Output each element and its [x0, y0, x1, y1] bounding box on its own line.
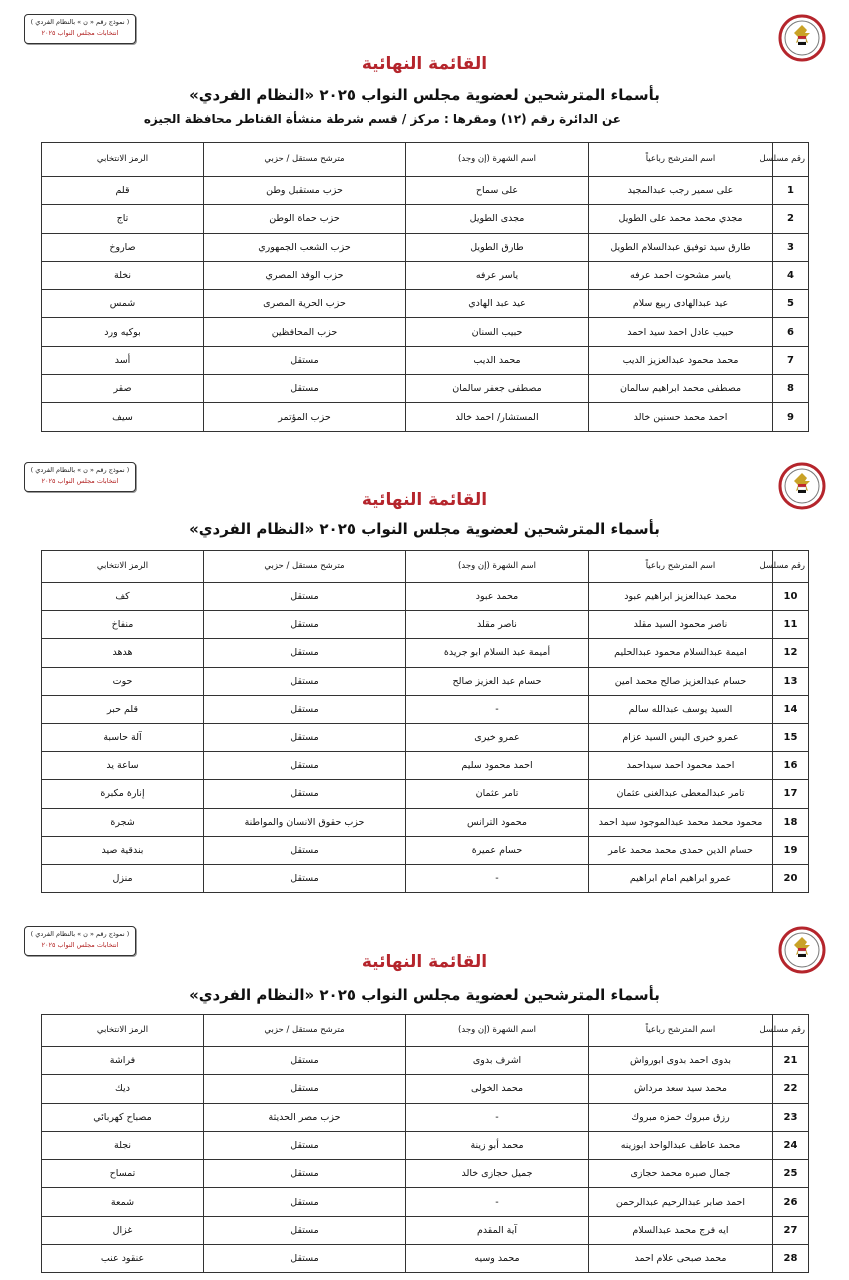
- cell-nickname: حسام عبد العزيز صالح: [406, 667, 589, 695]
- cell-affiliation: مستقل: [204, 667, 406, 695]
- cell-affiliation: حزب الوفد المصري: [204, 261, 406, 289]
- table-row: [42, 723, 809, 751]
- cell-name: السيد يوسف عبدالله سالم: [589, 695, 773, 723]
- table-row: [42, 1103, 809, 1131]
- cell-serial: 28: [773, 1245, 809, 1273]
- cell-name: ناصر محمود السيد مقلد: [589, 611, 773, 639]
- table-row: [42, 1188, 809, 1216]
- table-row: [42, 346, 809, 374]
- page-title: القائمة النهائية: [361, 490, 488, 510]
- cell-serial: 14: [773, 695, 809, 723]
- cell-symbol: أسد: [42, 346, 204, 374]
- page-subtitle: بأسماء المترشحين لعضوية مجلس النواب ٢٠٢٥ «النظام الفردي»: [189, 86, 660, 104]
- col-name: اسم المترشح رباعياً: [589, 143, 773, 177]
- cell-name: مصطفى محمد ابراهيم سالمان: [589, 375, 773, 403]
- cell-nickname: المستشار/ احمد خالد: [406, 403, 589, 431]
- table-row: [42, 233, 809, 261]
- cell-serial: 16: [773, 752, 809, 780]
- cell-affiliation: مستقل: [204, 1131, 406, 1159]
- district-info: عن الدائرة رقم (١٢) ومقرها : مركز / قسم شرطة منشأة القناطر محافظة الجيزه: [143, 112, 621, 126]
- cell-affiliation: حزب الحرية المصرى: [204, 290, 406, 318]
- cell-affiliation: مستقل: [204, 1047, 406, 1075]
- cell-name: على سمير رجب عبدالمجيد: [589, 177, 773, 205]
- cell-name: رزق مبروك حمزه مبروك: [589, 1103, 773, 1131]
- cell-nickname: محمد وسيه: [406, 1245, 589, 1273]
- table-row: [42, 836, 809, 864]
- cell-serial: 21: [773, 1047, 809, 1075]
- cell-name: احمد محمود احمد سيداحمد: [589, 752, 773, 780]
- cell-nickname: -: [406, 1188, 589, 1216]
- cell-name: تامر عبدالمعطى عبدالغنى عثمان: [589, 780, 773, 808]
- table-row: [42, 290, 809, 318]
- cell-nickname: ياسر عرفه: [406, 261, 589, 289]
- cell-name: محمود محمد محمد عبدالموجود سيد احمد: [589, 808, 773, 836]
- cell-symbol: قلم حبر: [42, 695, 204, 723]
- cell-affiliation: مستقل: [204, 780, 406, 808]
- cell-serial: 5: [773, 290, 809, 318]
- cell-serial: 9: [773, 403, 809, 431]
- cell-serial: 23: [773, 1103, 809, 1131]
- table-row: [42, 752, 809, 780]
- stamp-line-2: انتخابات مجلس النواب ٢٠٢٥: [41, 477, 119, 485]
- cell-name: بدوى احمد بدوى ابورواش: [589, 1047, 773, 1075]
- cell-symbol: ديك: [42, 1075, 204, 1103]
- col-serial: رقم مسلسل: [773, 143, 809, 177]
- cell-serial: 11: [773, 611, 809, 639]
- table-row: [42, 1216, 809, 1244]
- cell-nickname: على سماح: [406, 177, 589, 205]
- cell-nickname: محمد أبو زينة: [406, 1131, 589, 1159]
- cell-serial: 15: [773, 723, 809, 751]
- page-subtitle: بأسماء المترشحين لعضوية مجلس النواب ٢٠٢٥ «النظام الفردي»: [189, 986, 660, 1004]
- cell-serial: 8: [773, 375, 809, 403]
- cell-nickname: محمد الديب: [406, 346, 589, 374]
- cell-symbol: تمساح: [42, 1160, 204, 1188]
- col-serial: رقم مسلسل: [773, 1015, 809, 1047]
- table-row: [42, 375, 809, 403]
- table-row: [42, 318, 809, 346]
- cell-name: اميمة عبدالسلام محمود عبدالحليم: [589, 639, 773, 667]
- cell-symbol: نجلة: [42, 1131, 204, 1159]
- col-nickname: اسم الشهرة (إن وجد): [406, 143, 589, 177]
- table-row: [42, 611, 809, 639]
- cell-name: عيد عبدالهادى ربيع سلام: [589, 290, 773, 318]
- cell-symbol: سيف: [42, 403, 204, 431]
- col-name: اسم المترشح رباعياً: [589, 551, 773, 583]
- cell-name: طارق سيد توفيق عبدالسلام الطويل: [589, 233, 773, 261]
- cell-symbol: عنقود عنب: [42, 1245, 204, 1273]
- cell-name: عمرو خيرى اليس السيد عزام: [589, 723, 773, 751]
- col-symbol: الرمز الانتخابي: [42, 1015, 204, 1047]
- cell-symbol: شمعة: [42, 1188, 204, 1216]
- cell-name: حسام الدين حمدى محمد محمد عامر: [589, 836, 773, 864]
- col-nickname: اسم الشهرة (إن وجد): [406, 1015, 589, 1047]
- cell-symbol: آلة حاسبة: [42, 723, 204, 751]
- page-subtitle: بأسماء المترشحين لعضوية مجلس النواب ٢٠٢٥ «النظام الفردي»: [189, 520, 660, 538]
- cell-affiliation: مستقل: [204, 639, 406, 667]
- table-row: [42, 205, 809, 233]
- candidates-table: [41, 1014, 809, 1273]
- cell-nickname: حبيب السنان: [406, 318, 589, 346]
- stamp-line-1: ( نموذج رقم « ن » بالنظام الفردي ): [30, 18, 130, 26]
- cell-name: احمد محمد حسنين خالد: [589, 403, 773, 431]
- table-row: [42, 808, 809, 836]
- cell-affiliation: مستقل: [204, 375, 406, 403]
- cell-symbol: حوت: [42, 667, 204, 695]
- stamp-line-1: ( نموذج رقم « ن » بالنظام الفردي ): [30, 466, 130, 474]
- cell-affiliation: مستقل: [204, 583, 406, 611]
- form-stamp: [24, 14, 136, 44]
- cell-nickname: جميل حجازى خالد: [406, 1160, 589, 1188]
- cell-affiliation: مستقل: [204, 836, 406, 864]
- cell-symbol: إنارة مكبرة: [42, 780, 204, 808]
- cell-serial: 19: [773, 836, 809, 864]
- cell-serial: 27: [773, 1216, 809, 1244]
- col-affiliation: مترشح مستقل / حزبي: [204, 143, 406, 177]
- cell-name: حبيب عادل احمد سيد احمد: [589, 318, 773, 346]
- cell-serial: 22: [773, 1075, 809, 1103]
- cell-affiliation: مستقل: [204, 611, 406, 639]
- col-symbol: الرمز الانتخابي: [42, 551, 204, 583]
- cell-affiliation: حزب مستقبل وطن: [204, 177, 406, 205]
- cell-symbol: منزل: [42, 864, 204, 892]
- cell-symbol: قلم: [42, 177, 204, 205]
- cell-nickname: اشرف بدوى: [406, 1047, 589, 1075]
- cell-nickname: عمرو خيرى: [406, 723, 589, 751]
- cell-nickname: طارق الطويل: [406, 233, 589, 261]
- cell-symbol: هدهد: [42, 639, 204, 667]
- cell-name: جمال صبره محمد حجازى: [589, 1160, 773, 1188]
- table-row: [42, 261, 809, 289]
- cell-symbol: غزال: [42, 1216, 204, 1244]
- cell-affiliation: حزب حماة الوطن: [204, 205, 406, 233]
- stamp-line-2: انتخابات مجلس النواب ٢٠٢٥: [41, 941, 119, 949]
- cell-serial: 24: [773, 1131, 809, 1159]
- cell-nickname: مصطفى جعفر سالمان: [406, 375, 589, 403]
- cell-serial: 17: [773, 780, 809, 808]
- cell-serial: 12: [773, 639, 809, 667]
- table-row: [42, 864, 809, 892]
- stamp-line-2: انتخابات مجلس النواب ٢٠٢٥: [41, 29, 119, 37]
- table-row: [42, 667, 809, 695]
- cell-serial: 1: [773, 177, 809, 205]
- cell-affiliation: مستقل: [204, 1075, 406, 1103]
- cell-symbol: كف: [42, 583, 204, 611]
- cell-symbol: فراشة: [42, 1047, 204, 1075]
- stamp-line-1: ( نموذج رقم « ن » بالنظام الفردي ): [30, 930, 130, 938]
- col-affiliation: مترشح مستقل / حزبي: [204, 551, 406, 583]
- cell-serial: 2: [773, 205, 809, 233]
- cell-affiliation: مستقل: [204, 1160, 406, 1188]
- cell-nickname: محمد عبود: [406, 583, 589, 611]
- cell-affiliation: حزب حقوق الانسان والمواطنة: [204, 808, 406, 836]
- cell-nickname: -: [406, 1103, 589, 1131]
- form-stamp: [24, 462, 136, 492]
- table-row: [42, 583, 809, 611]
- cell-serial: 7: [773, 346, 809, 374]
- cell-nickname: حسام عميرة: [406, 836, 589, 864]
- cell-symbol: تاج: [42, 205, 204, 233]
- cell-nickname: محمد الخولى: [406, 1075, 589, 1103]
- cell-serial: 3: [773, 233, 809, 261]
- cell-nickname: آية المقدم: [406, 1216, 589, 1244]
- cell-serial: 25: [773, 1160, 809, 1188]
- candidates-table: [41, 550, 809, 893]
- cell-name: مجدي محمد محمد على الطويل: [589, 205, 773, 233]
- cell-serial: 18: [773, 808, 809, 836]
- cell-symbol: بندقية صيد: [42, 836, 204, 864]
- col-nickname: اسم الشهرة (إن وجد): [406, 551, 589, 583]
- page-title: القائمة النهائية: [361, 54, 488, 74]
- table-row: [42, 695, 809, 723]
- cell-symbol: نخلة: [42, 261, 204, 289]
- cell-affiliation: حزب المؤتمر: [204, 403, 406, 431]
- cell-name: حسام عبدالعزيز صالح محمد امين: [589, 667, 773, 695]
- page-title: القائمة النهائية: [361, 952, 488, 972]
- cell-nickname: -: [406, 695, 589, 723]
- cell-symbol: مصباح كهربائي: [42, 1103, 204, 1131]
- cell-affiliation: مستقل: [204, 346, 406, 374]
- cell-affiliation: حزب مصر الحديثة: [204, 1103, 406, 1131]
- cell-name: محمد صبحى علام احمد: [589, 1245, 773, 1273]
- cell-name: محمد عاطف عبدالواحد ابوزينه: [589, 1131, 773, 1159]
- cell-affiliation: مستقل: [204, 752, 406, 780]
- col-affiliation: مترشح مستقل / حزبي: [204, 1015, 406, 1047]
- cell-name: محمد عبدالعزيز ابراهيم عبود: [589, 583, 773, 611]
- cell-affiliation: حزب المحافظين: [204, 318, 406, 346]
- cell-serial: 6: [773, 318, 809, 346]
- table-row: [42, 639, 809, 667]
- cell-affiliation: مستقل: [204, 1188, 406, 1216]
- cell-serial: 10: [773, 583, 809, 611]
- cell-nickname: محمود الترانس: [406, 808, 589, 836]
- cell-symbol: صاروخ: [42, 233, 204, 261]
- cell-serial: 4: [773, 261, 809, 289]
- cell-serial: 20: [773, 864, 809, 892]
- cell-nickname: أميمة عبد السلام ابو جريدة: [406, 639, 589, 667]
- col-name: اسم المترشح رباعياً: [589, 1015, 773, 1047]
- cell-affiliation: مستقل: [204, 723, 406, 751]
- cell-affiliation: مستقل: [204, 1216, 406, 1244]
- table-row: [42, 780, 809, 808]
- cell-symbol: شمس: [42, 290, 204, 318]
- table-row: [42, 1245, 809, 1273]
- cell-symbol: بوكيه ورد: [42, 318, 204, 346]
- table-row: [42, 177, 809, 205]
- col-symbol: الرمز الانتخابي: [42, 143, 204, 177]
- table-row: [42, 1160, 809, 1188]
- cell-name: ياسر مشحوت احمد عرفه: [589, 261, 773, 289]
- cell-affiliation: مستقل: [204, 695, 406, 723]
- cell-name: عمرو ابراهيم امام ابراهيم: [589, 864, 773, 892]
- cell-name: محمد سيد سعد مرداش: [589, 1075, 773, 1103]
- table-row: [42, 1075, 809, 1103]
- cell-name: ايه فرج محمد عبدالسلام: [589, 1216, 773, 1244]
- cell-symbol: ساعة يد: [42, 752, 204, 780]
- table-row: [42, 1047, 809, 1075]
- cell-nickname: عيد عبد الهادي: [406, 290, 589, 318]
- cell-affiliation: مستقل: [204, 1245, 406, 1273]
- table-row: [42, 1131, 809, 1159]
- cell-nickname: مجدى الطويل: [406, 205, 589, 233]
- candidates-table: [41, 142, 809, 432]
- cell-symbol: صقر: [42, 375, 204, 403]
- cell-name: محمد محمود عبدالعزيز الديب: [589, 346, 773, 374]
- cell-symbol: شجرة: [42, 808, 204, 836]
- col-serial: رقم مسلسل: [773, 551, 809, 583]
- cell-nickname: تامر عثمان: [406, 780, 589, 808]
- table-row: [42, 403, 809, 431]
- cell-serial: 26: [773, 1188, 809, 1216]
- cell-symbol: منفاخ: [42, 611, 204, 639]
- cell-nickname: احمد محمود سليم: [406, 752, 589, 780]
- cell-affiliation: حزب الشعب الجمهوري: [204, 233, 406, 261]
- cell-nickname: ناصر مقلد: [406, 611, 589, 639]
- cell-affiliation: مستقل: [204, 864, 406, 892]
- cell-serial: 13: [773, 667, 809, 695]
- cell-nickname: -: [406, 864, 589, 892]
- cell-name: احمد صابر عبدالرحيم عبدالرحمن: [589, 1188, 773, 1216]
